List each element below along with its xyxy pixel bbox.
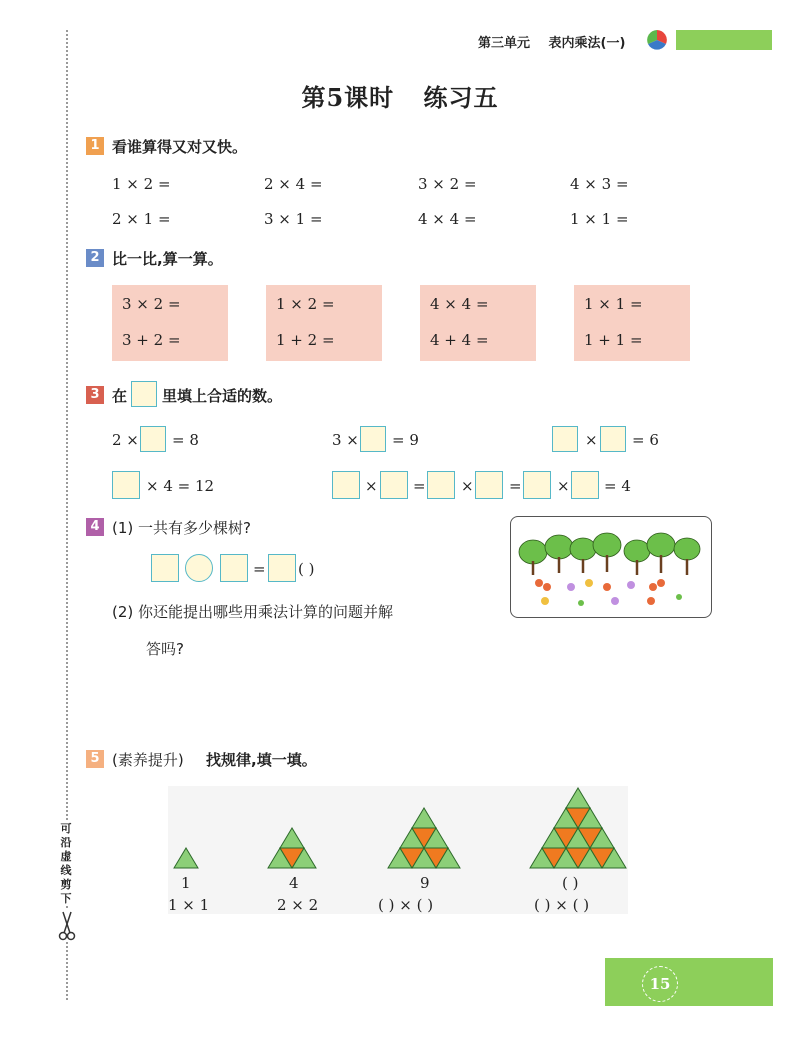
operator-circle[interactable]: [185, 554, 213, 582]
answer-box[interactable]: [475, 471, 503, 499]
trees-picture: [510, 516, 712, 618]
pattern-count: 9: [420, 874, 430, 892]
q1-eq: 1 × 1 =: [570, 210, 629, 228]
question-1-number: 1: [86, 137, 104, 155]
answer-box[interactable]: [332, 471, 360, 499]
answer-box[interactable]: [552, 426, 578, 452]
eq-text: = 4: [604, 477, 631, 495]
compare-add: 4 + 4 =: [430, 331, 489, 349]
cut-hint: 可沿虚线剪下: [56, 822, 76, 906]
footer-accent-bar: [605, 958, 773, 1006]
question-5-tag: (素养提升): [112, 751, 184, 769]
topic-label: 表内乘法(一): [548, 36, 626, 51]
answer-box[interactable]: [600, 426, 626, 452]
answer-box[interactable]: [151, 554, 179, 582]
compare-multiply: 4 × 4 =: [430, 295, 489, 313]
answer-box[interactable]: [360, 426, 386, 452]
eq-text: =: [253, 560, 266, 578]
compare-add: 3 + 2 =: [122, 331, 181, 349]
question-3-number: 3: [86, 386, 104, 404]
page-title: [0, 78, 800, 113]
pattern-product: 1 × 1: [168, 896, 210, 914]
compare-multiply: 1 × 1 =: [584, 295, 643, 313]
header: [478, 32, 639, 51]
eq-text: × 4 = 12: [146, 477, 215, 495]
compare-box: [574, 285, 690, 361]
eq-text: ×: [585, 431, 598, 449]
answer-box[interactable]: [220, 554, 248, 582]
question-3-prompt-end: 里填上合适的数。: [162, 387, 283, 405]
question-3-prompt-start: 在: [112, 387, 128, 405]
q1-eq: 1 × 2 =: [112, 175, 171, 193]
question-4-part-2-cont: 答吗?: [146, 640, 184, 658]
trees-illustration: [511, 517, 711, 617]
eq-text: 3 ×: [332, 431, 359, 449]
answer-box[interactable]: [140, 426, 166, 452]
question-2-prompt: 比一比,算一算。: [112, 250, 223, 268]
compare-multiply: 3 × 2 =: [122, 295, 181, 313]
triangle-pattern: [168, 786, 628, 914]
eq-text: =: [413, 477, 426, 495]
q1-eq: 2 × 4 =: [264, 175, 323, 193]
answer-box-sample: [131, 381, 157, 407]
answer-box[interactable]: [523, 471, 551, 499]
answer-box[interactable]: [380, 471, 408, 499]
compare-multiply: 1 × 2 =: [276, 295, 335, 313]
question-2-number: 2: [86, 249, 104, 267]
question-4-number: 4: [86, 518, 104, 536]
pattern-count: 4: [289, 874, 299, 892]
eq-text: ×: [365, 477, 378, 495]
q1-eq: 4 × 3 =: [570, 175, 629, 193]
q1-eq: 4 × 4 =: [418, 210, 477, 228]
compare-box: [420, 285, 536, 361]
q1-eq: 3 × 2 =: [418, 175, 477, 193]
scissors-icon: [58, 908, 76, 942]
answer-box[interactable]: [268, 554, 296, 582]
answer-box[interactable]: [427, 471, 455, 499]
compare-box: [112, 285, 228, 361]
pattern-product-blank[interactable]: ( ) × ( ): [534, 896, 590, 914]
unit-label: 第三单元: [478, 36, 531, 51]
eq-text: 2 ×: [112, 431, 139, 449]
eq-text: = 6: [632, 431, 659, 449]
page-number: 15: [642, 966, 678, 1002]
compare-add: 1 + 2 =: [276, 331, 335, 349]
question-5-number: 5: [86, 750, 104, 768]
pattern-count: 1: [181, 874, 191, 892]
eq-text: = 9: [392, 431, 419, 449]
compare-add: 1 + 1 =: [584, 331, 643, 349]
lesson-number: 第5课时: [301, 83, 395, 112]
answer-box[interactable]: [571, 471, 599, 499]
triangle-tile: [174, 848, 198, 868]
eq-text: ×: [461, 477, 474, 495]
lesson-name: 练习五: [423, 83, 499, 112]
question-4-part-2: (2) 你还能提出哪些用乘法计算的问题并解: [112, 603, 394, 621]
compare-box: [266, 285, 382, 361]
q1-eq: 2 × 1 =: [112, 210, 171, 228]
color-wheel-icon: [646, 29, 668, 51]
question-5-prompt: 找规律,填一填。: [206, 751, 317, 769]
unit-paren: ( ): [298, 560, 315, 578]
answer-box[interactable]: [112, 471, 140, 499]
eq-text: = 8: [172, 431, 199, 449]
header-accent-bar: [676, 30, 772, 50]
eq-text: =: [509, 477, 522, 495]
pattern-product-blank[interactable]: ( ) × ( ): [378, 896, 434, 914]
pattern-panel: [168, 786, 628, 914]
pattern-product: 2 × 2: [277, 896, 319, 914]
q1-eq: 3 × 1 =: [264, 210, 323, 228]
question-1-prompt: 看谁算得又对又快。: [112, 138, 248, 156]
eq-text: ×: [557, 477, 570, 495]
question-4-part-1: (1) 一共有多少棵树?: [112, 519, 251, 537]
pattern-count-blank[interactable]: ( ): [562, 874, 579, 892]
